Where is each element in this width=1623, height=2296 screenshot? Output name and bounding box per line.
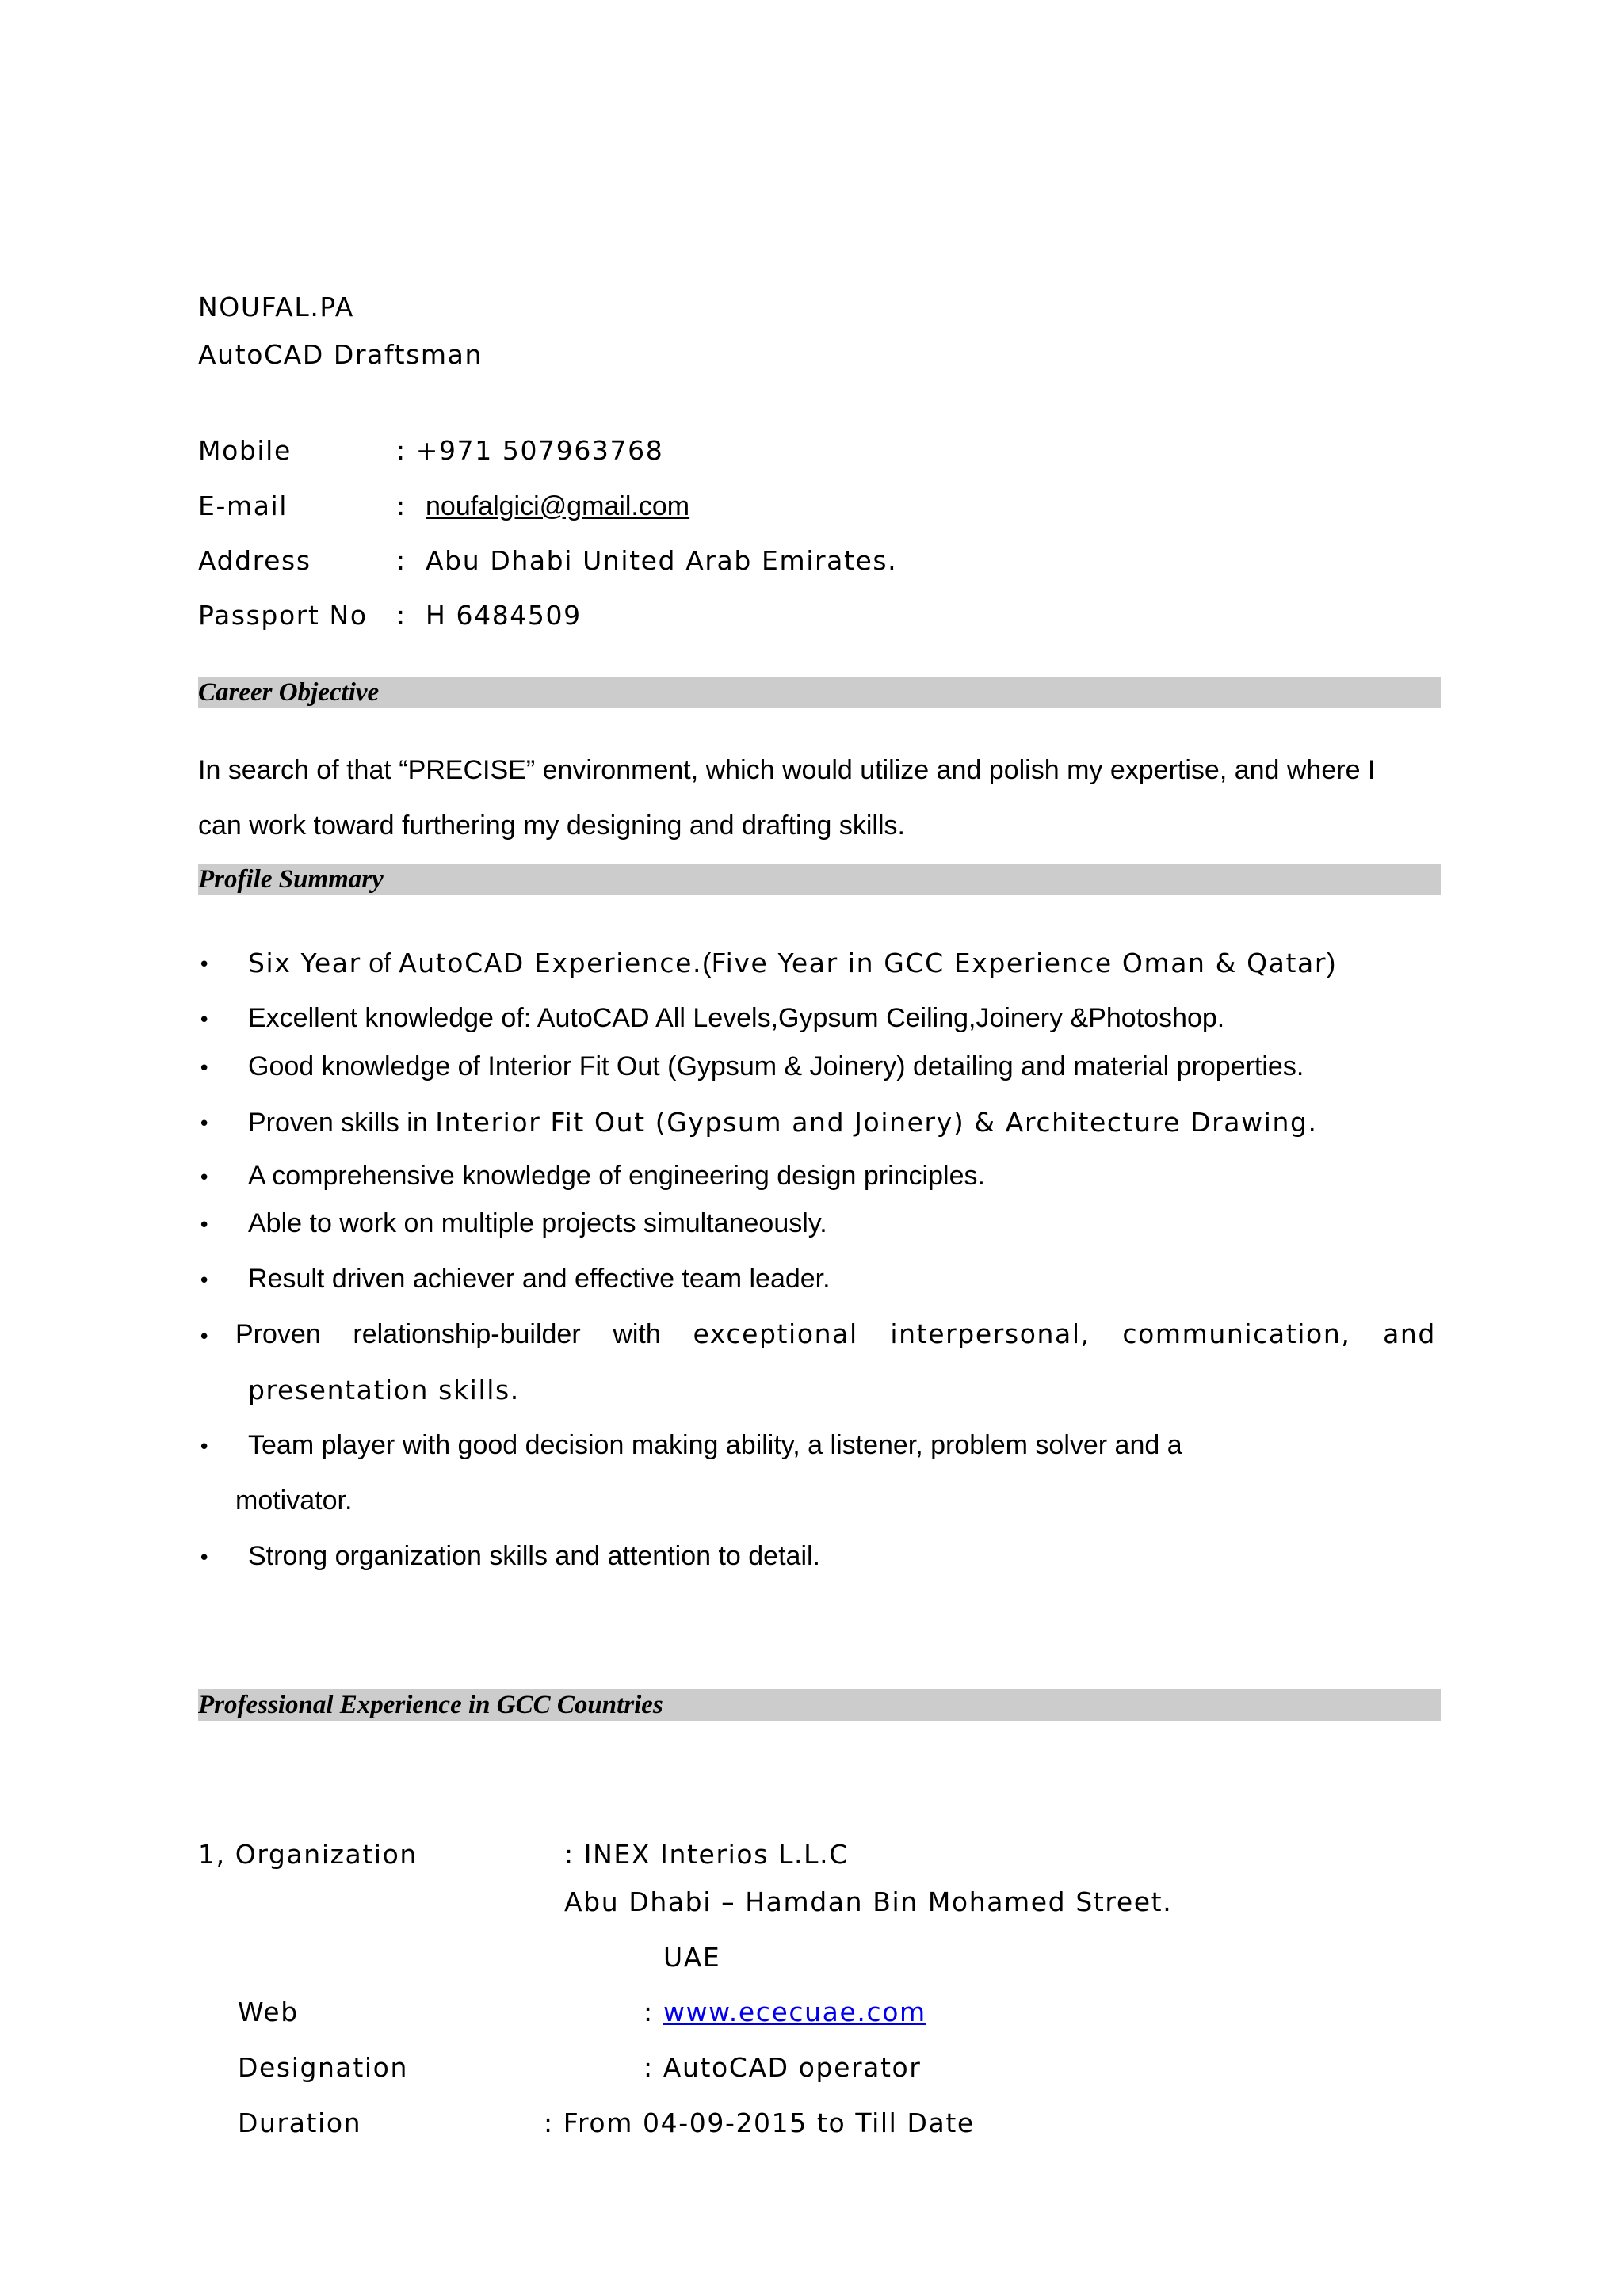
- bullet-icon: •: [198, 1214, 211, 1238]
- list-item-word: communication,: [1122, 1318, 1351, 1349]
- web-label: Web: [238, 1997, 299, 2027]
- mobile-label: Mobile: [198, 435, 292, 466]
- bullet-icon: •: [198, 953, 211, 977]
- candidate-name: NOUFAL.PA: [198, 292, 354, 322]
- address-colon: :: [396, 545, 407, 576]
- list-item-text: Interior Fit Out (Gypsum and Joinery) & Architecture Drawing.: [435, 1107, 1318, 1138]
- list-item: [248, 1107, 1318, 1138]
- profile-summary-header: [198, 864, 1441, 895]
- list-item: A comprehensive knowledge of engineering design principles.: [248, 1161, 985, 1191]
- section-title: Professional Experience in GCC Countries: [198, 1691, 663, 1719]
- list-item-continuation: motivator.: [235, 1486, 353, 1516]
- job-title: AutoCAD Draftsman: [198, 339, 483, 370]
- organization-label: 1, Organization: [198, 1839, 418, 1870]
- bullet-icon: •: [198, 1057, 211, 1081]
- email-colon: :: [396, 490, 407, 521]
- list-item-continuation: presentation skills.: [248, 1375, 520, 1405]
- list-item-text: (: [702, 948, 712, 978]
- passport-colon: :: [396, 600, 407, 631]
- section-title: Career Objective: [198, 678, 380, 707]
- list-item-text: Six Year: [248, 948, 361, 978]
- list-item-word: relationship-builder: [353, 1319, 581, 1349]
- bullet-icon: •: [198, 1112, 211, 1136]
- bullet-icon: •: [198, 1269, 211, 1293]
- list-item: Able to work on multiple projects simultaneously.: [248, 1208, 827, 1238]
- list-item-word: and: [1383, 1318, 1436, 1349]
- bullet-icon: •: [198, 1547, 211, 1570]
- list-item: [248, 948, 1335, 979]
- list-item-text: Proven skills in: [248, 1108, 436, 1138]
- list-item-word: Proven: [235, 1319, 321, 1349]
- list-item: Excellent knowledge of: AutoCAD All Levels,Gypsum Ceiling,Joinery &Photoshop.: [248, 1003, 1225, 1033]
- objective-line-2: can work toward furthering my designing and drafting skills.: [198, 810, 905, 841]
- list-item-word: interpersonal,: [890, 1318, 1090, 1349]
- organization-country: UAE: [663, 1942, 721, 1973]
- duration-value: : From 04-09-2015 to Till Date: [544, 2107, 975, 2138]
- address-value: Abu Dhabi United Arab Emirates.: [426, 545, 898, 576]
- list-item: Team player with good decision making ability, a listener, problem solver and a: [248, 1430, 1182, 1460]
- list-item: [235, 1318, 1436, 1350]
- passport-label: Passport No: [198, 600, 368, 631]
- designation-value: : AutoCAD operator: [643, 2052, 922, 2083]
- list-item-text: Five Year in GCC Experience Oman & Qatar: [711, 948, 1327, 978]
- organization-address: Abu Dhabi – Hamdan Bin Mohamed Street.: [564, 1886, 1173, 1917]
- bullet-icon: •: [198, 1009, 211, 1032]
- section-title: Profile Summary: [198, 865, 384, 894]
- list-item-text: AutoCAD Experience.: [399, 948, 703, 978]
- list-item: Good knowledge of Interior Fit Out (Gypsum & Joinery) detailing and material properties.: [248, 1051, 1304, 1081]
- list-item-text: of: [361, 948, 399, 978]
- list-item: Result driven achiever and effective team leader.: [248, 1264, 831, 1294]
- bullet-icon: •: [198, 1166, 211, 1190]
- email-label: E-mail: [198, 490, 288, 521]
- bullet-icon: •: [198, 1325, 211, 1349]
- web-link[interactable]: www.ececuae.com: [663, 1997, 926, 2027]
- professional-experience-header: [198, 1689, 1441, 1721]
- list-item-text: ): [1327, 948, 1336, 978]
- objective-line-1: In search of that “PRECISE” environment, which would utilize and polish my expertise, and where I: [198, 755, 1376, 785]
- duration-label: Duration: [238, 2107, 362, 2138]
- list-item-word: exceptional: [693, 1318, 858, 1349]
- designation-label: Designation: [238, 2052, 408, 2083]
- career-objective-header: [198, 677, 1441, 708]
- email-link[interactable]: noufalgici@gmail.com: [426, 491, 690, 521]
- list-item-word: with: [613, 1319, 661, 1349]
- mobile-value: : +971 507963768: [396, 435, 664, 466]
- list-item: Strong organization skills and attention to detail.: [248, 1541, 821, 1571]
- passport-value: H 6484509: [426, 600, 582, 631]
- address-label: Address: [198, 545, 311, 576]
- organization-value: : INEX Interios L.L.C: [564, 1839, 849, 1870]
- web-colon: :: [643, 1997, 654, 2027]
- bullet-icon: •: [198, 1436, 211, 1459]
